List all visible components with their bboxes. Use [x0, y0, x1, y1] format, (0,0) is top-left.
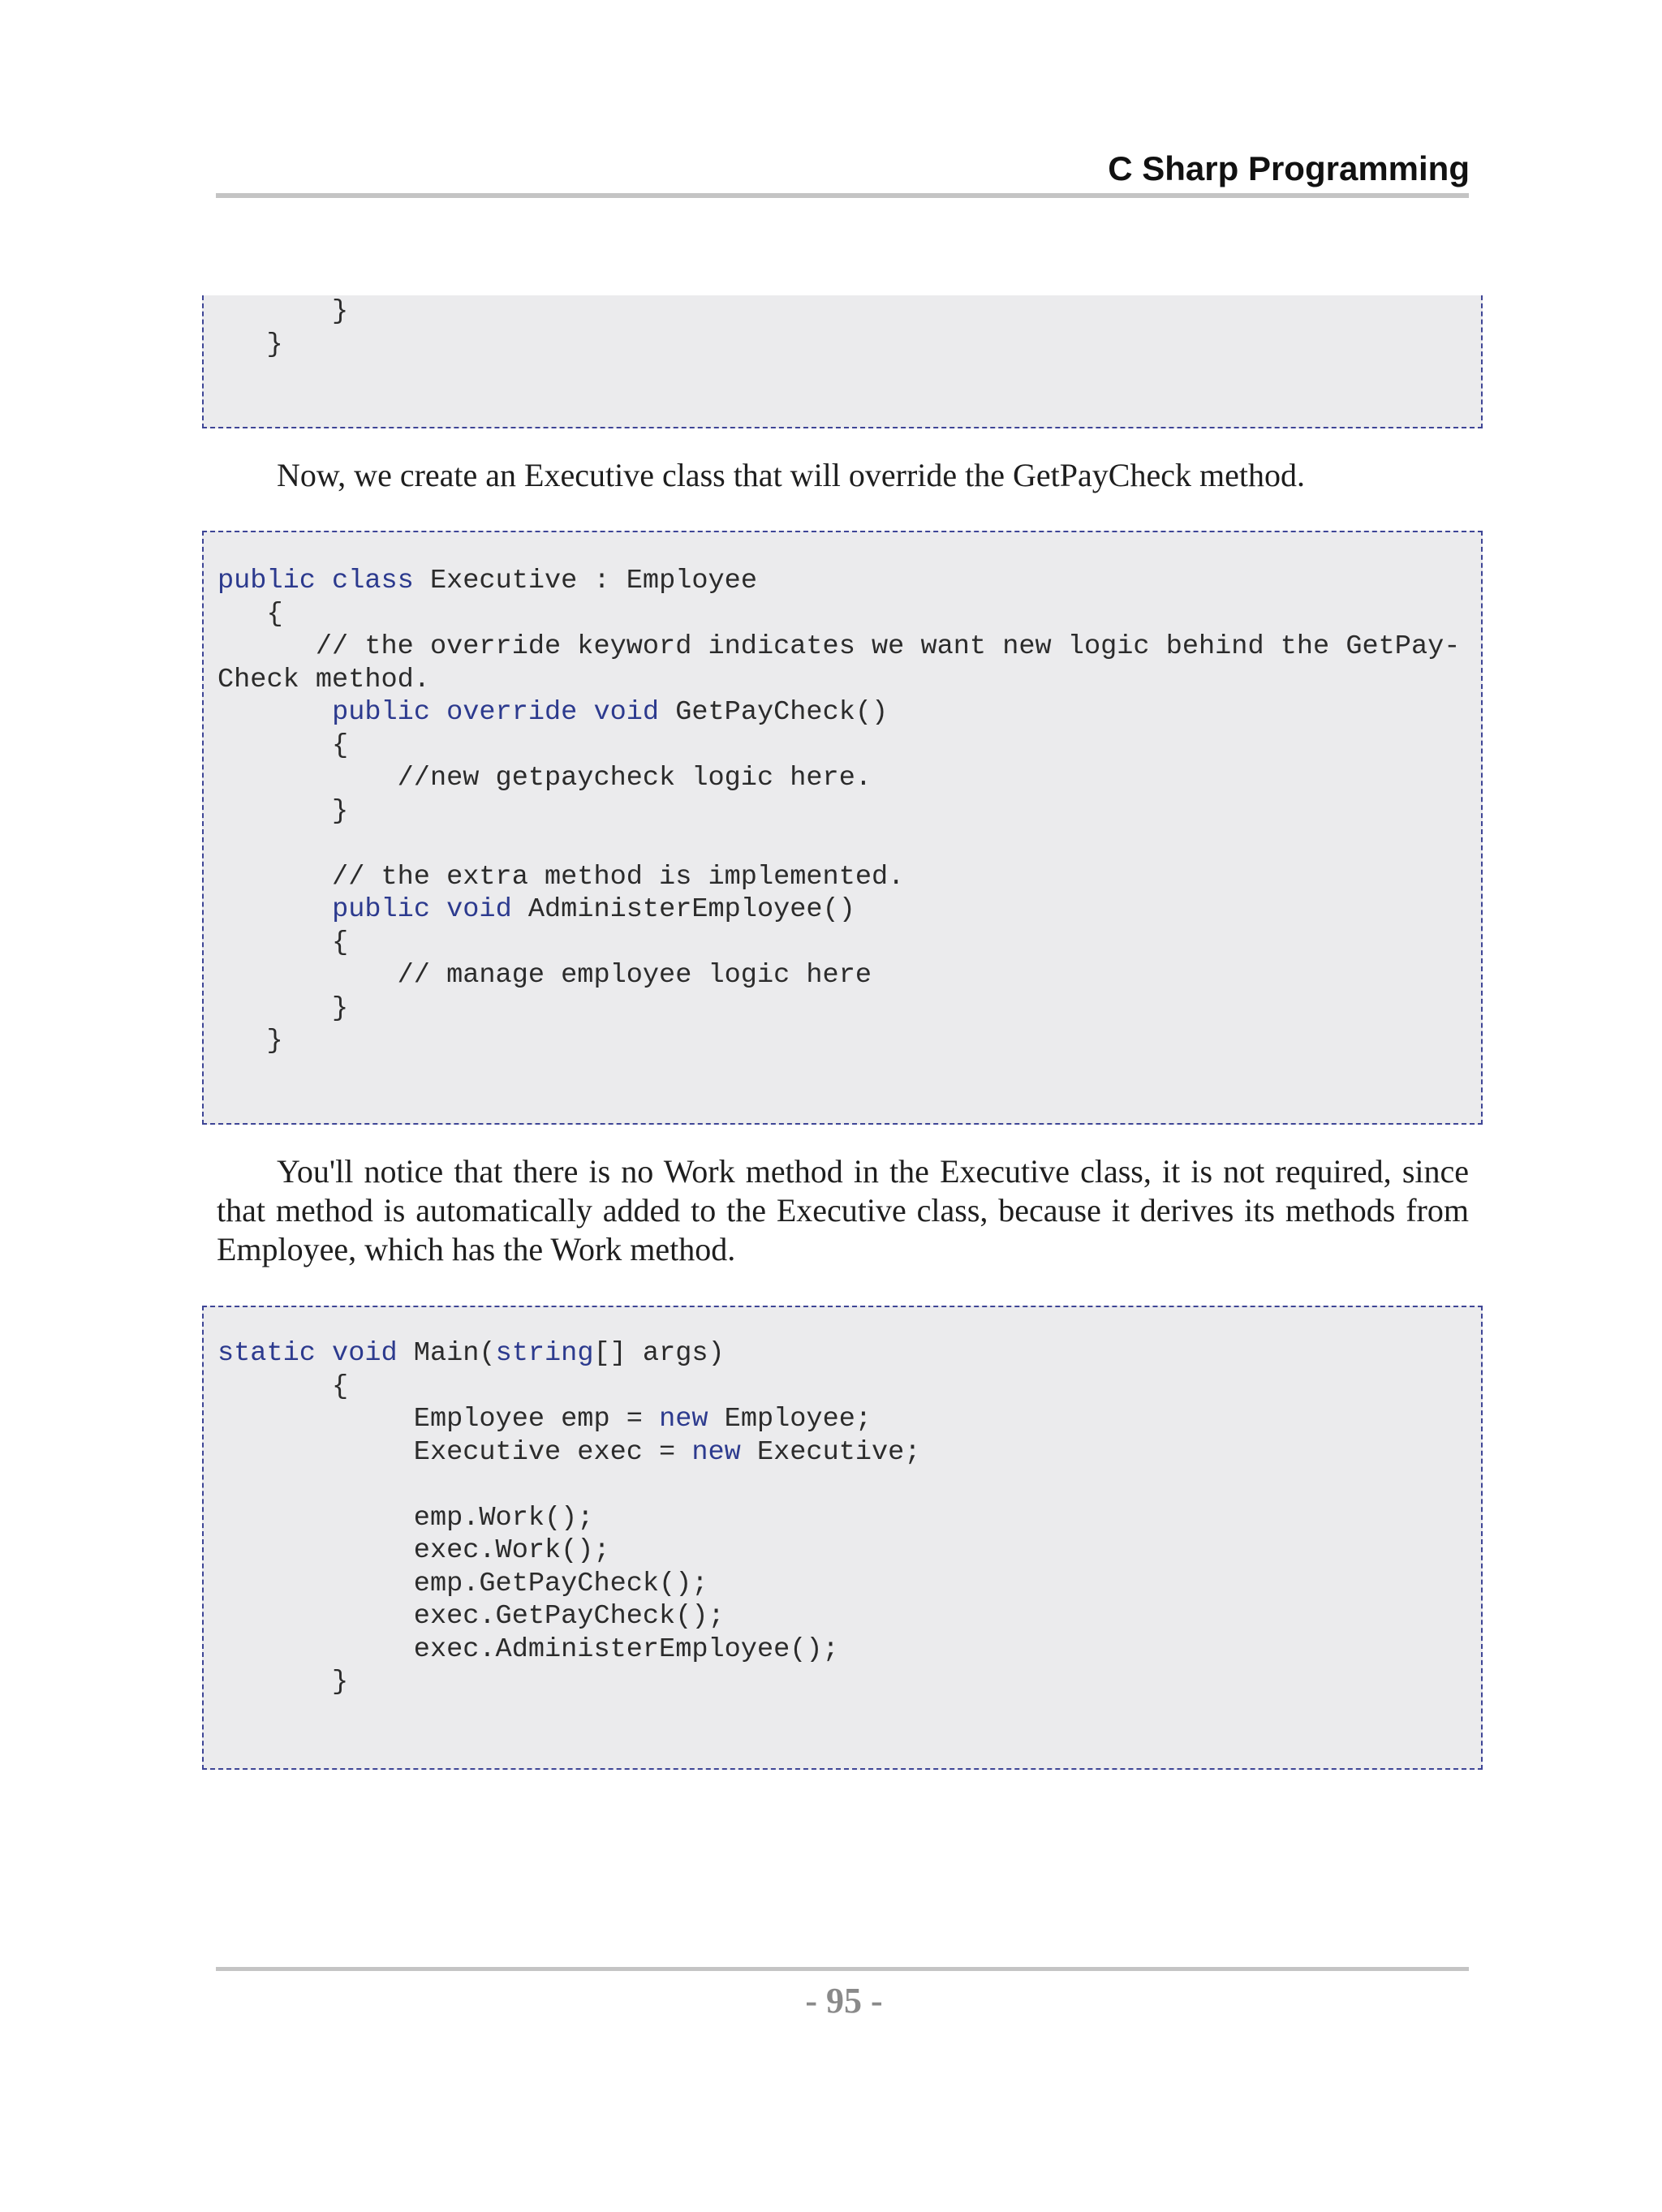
code-text: // manage employee logic here [217, 960, 872, 991]
code-text: } [217, 1667, 349, 1698]
code-keyword: static void [217, 1338, 398, 1369]
code-text: exec.AdministerEmployee(); [217, 1633, 839, 1665]
code-keyword: new [659, 1404, 708, 1435]
code-text: { [217, 927, 349, 958]
code-text: Check method. [217, 664, 430, 695]
code-text: } [217, 795, 349, 827]
code-text: } [217, 992, 349, 1024]
code-line [217, 1436, 920, 1470]
code-text: Executive exec = [217, 1436, 692, 1468]
code-text: } [217, 1026, 283, 1057]
code-text: // the extra method is implemented. [217, 861, 905, 893]
code-text: } [217, 296, 349, 327]
code-line [217, 598, 1460, 631]
code-line [217, 861, 1460, 894]
code-line [217, 565, 1460, 598]
code-text: Executive; [740, 1436, 921, 1468]
code-line [217, 1403, 920, 1436]
code-line [217, 795, 1460, 828]
footer-rule [216, 1967, 1469, 1971]
code-line [217, 630, 1460, 664]
code-line [217, 1371, 920, 1404]
code-line [217, 1600, 920, 1633]
code-text: exec.GetPayCheck(); [217, 1601, 725, 1632]
code-text: [] args) [593, 1338, 725, 1369]
code-text [217, 894, 332, 925]
code-text: emp.Work(); [217, 1502, 594, 1534]
code-line [217, 1534, 920, 1568]
code-text: { [217, 598, 283, 630]
code-text: { [217, 729, 349, 761]
code-block-main-method [202, 1306, 1483, 1770]
code-text: Executive : Employee [413, 566, 757, 596]
code-keyword: new [691, 1436, 741, 1468]
code-line [217, 1666, 920, 1699]
code-line [217, 329, 348, 362]
code-text: } [217, 329, 283, 360]
code-keyword: string [495, 1338, 594, 1369]
code-text: exec.Work(); [217, 1535, 610, 1566]
code-line [217, 729, 1460, 763]
code-block-executive-class [202, 531, 1483, 1125]
running-header-title: C Sharp Programming [1108, 149, 1470, 187]
code-block-1-lines [217, 295, 348, 361]
code-line [217, 664, 1460, 697]
code-line [217, 762, 1460, 795]
code-line [217, 893, 1460, 927]
code-line [217, 1633, 920, 1667]
code-line [217, 295, 348, 329]
code-text: Employee emp = [217, 1404, 660, 1435]
code-keyword: public void [332, 894, 512, 925]
paragraph-work-method-note: You'll notice that there is no Work method in the Executive class, it is not required, since that method is automatically added to the Executive class, because it derives its methods from Employee, which has the Work method. [217, 1153, 1469, 1267]
code-line [217, 1025, 1460, 1058]
code-block-continued [202, 295, 1483, 428]
code-text: AdministerEmployee() [511, 894, 855, 925]
code-line [217, 1568, 920, 1601]
header-rule [216, 193, 1469, 198]
code-line [217, 1502, 920, 1535]
code-keyword: public override void [332, 697, 660, 728]
code-line [217, 1337, 920, 1371]
code-line [217, 927, 1460, 960]
code-line [217, 696, 1460, 729]
code-text [217, 697, 332, 728]
code-keyword: public class [217, 566, 414, 596]
page-number: - 95 - [805, 1981, 883, 2020]
code-block-3-lines [217, 1337, 920, 1699]
code-text: emp.GetPayCheck(); [217, 1568, 708, 1599]
code-line [217, 959, 1460, 992]
code-text: //new getpaycheck logic here. [217, 763, 872, 794]
code-text: Main( [397, 1338, 496, 1369]
code-line [217, 992, 1460, 1026]
code-line [217, 1469, 920, 1502]
code-block-2-lines [217, 565, 1460, 1058]
code-text: Employee; [708, 1404, 872, 1435]
paragraph-intro-executive: Now, we create an Executive class that will override the GetPayCheck method. [277, 457, 1305, 493]
code-text: // the override keyword indicates we want new logic behind the GetPay- [217, 631, 1461, 662]
code-text: { [217, 1371, 349, 1402]
code-line [217, 828, 1460, 861]
code-text: GetPayCheck() [659, 697, 889, 728]
